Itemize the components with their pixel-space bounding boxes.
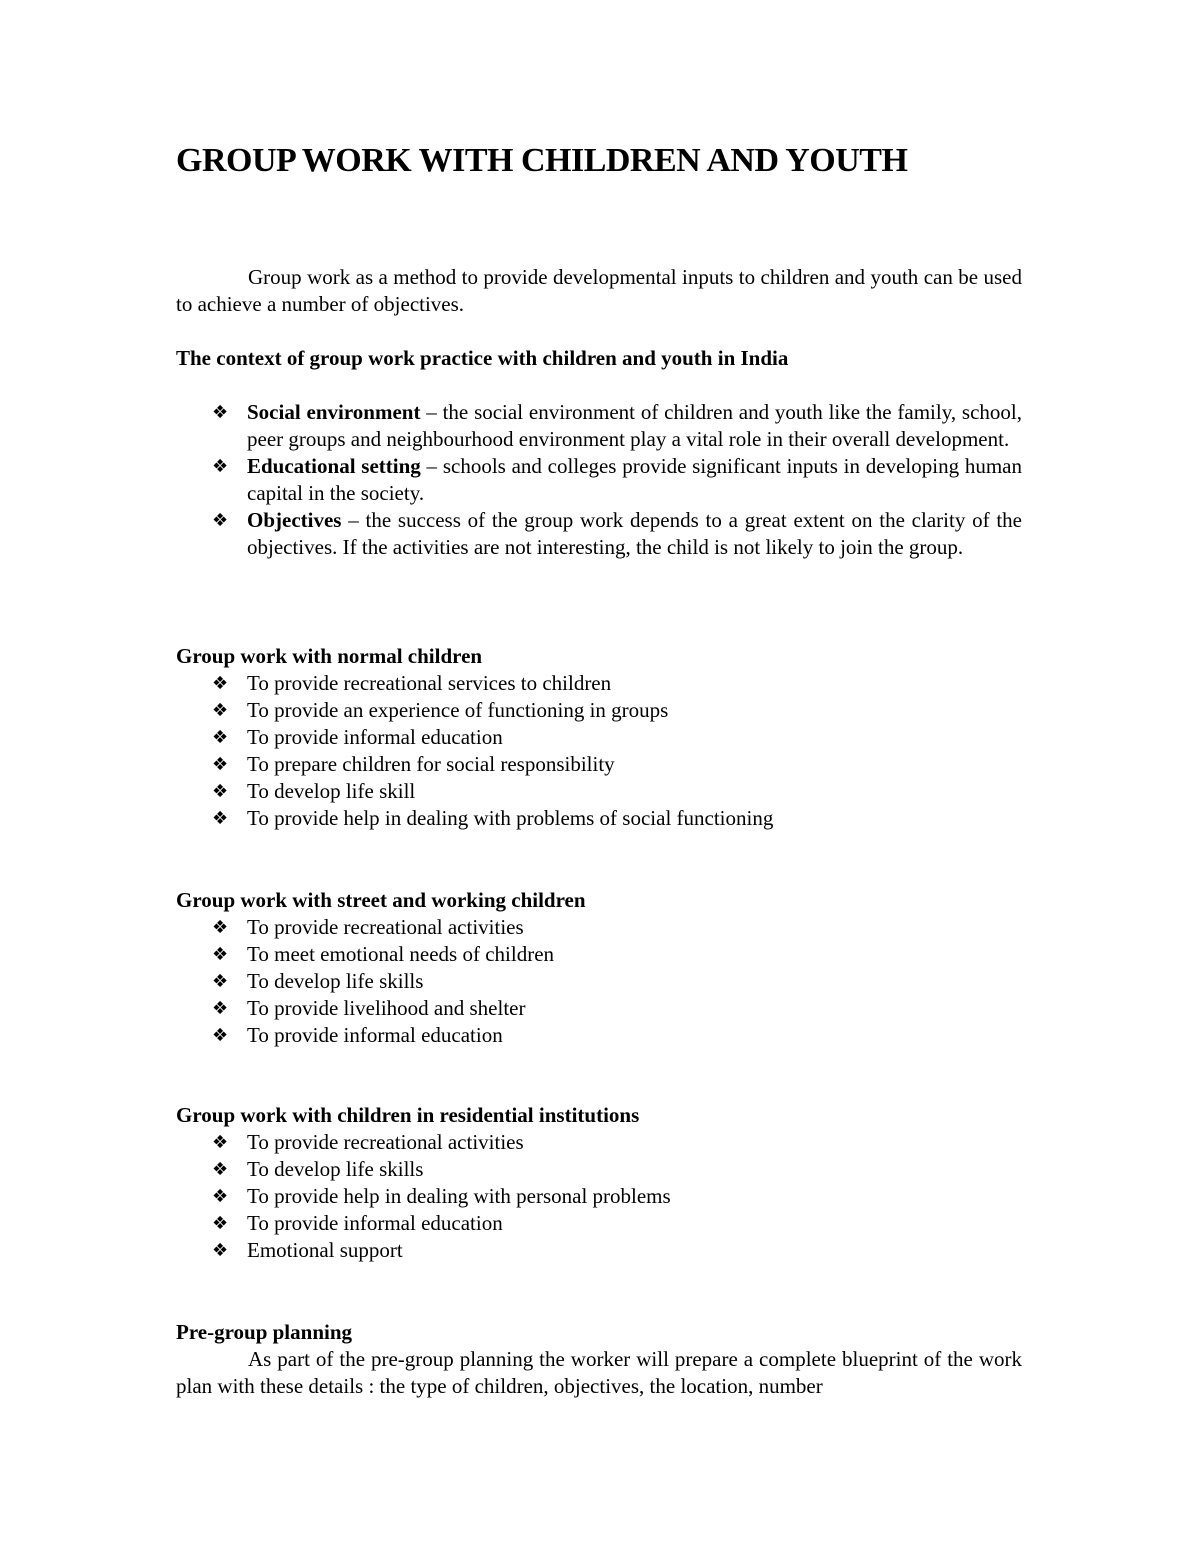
list-item (176, 697, 1022, 724)
residential-children-heading: Group work with children in residential institutions (176, 1103, 640, 1127)
bullet-diamond-icon: ❖ (212, 971, 229, 992)
list-item-text: – schools and colleges provide significant inputs in developing human capital in the society. (247, 454, 1022, 505)
normal-children-section (176, 643, 1022, 832)
context-heading: The context of group work practice with children and youth in India (176, 346, 789, 370)
context-section (176, 345, 1022, 561)
bullet-diamond-icon: ❖ (212, 917, 229, 938)
bullet-diamond-icon: ❖ (212, 673, 229, 694)
list-item (176, 751, 1022, 778)
list-item-term: Educational setting (247, 454, 421, 478)
bullet-diamond-icon: ❖ (212, 510, 229, 531)
bullet-diamond-icon: ❖ (212, 754, 229, 775)
list-item (176, 507, 1022, 561)
list-item-text: – the success of the group work depends to a great extent on the clarity of the objectives. If the activities are not interesting, the child is not likely to join the group. (247, 508, 1022, 559)
list-item (176, 1237, 1022, 1264)
list-item-text: To provide help in dealing with personal problems (247, 1184, 671, 1208)
bullet-diamond-icon: ❖ (212, 808, 229, 829)
list-item-text: To provide informal education (247, 725, 503, 749)
list-item-text: To provide recreational activities (247, 1130, 524, 1154)
bullet-diamond-icon: ❖ (212, 1025, 229, 1046)
intro-section (176, 264, 1022, 318)
list-item (176, 670, 1022, 697)
normal-children-list (176, 670, 1022, 832)
list-item (176, 995, 1022, 1022)
list-item-text: To develop life skills (247, 1157, 424, 1181)
list-item (176, 1183, 1022, 1210)
bullet-diamond-icon: ❖ (212, 781, 229, 802)
list-item (176, 914, 1022, 941)
street-children-list (176, 914, 1022, 1049)
list-item-text: To develop life skill (247, 779, 416, 803)
pre-group-planning-section (176, 1319, 1022, 1400)
bullet-diamond-icon: ❖ (212, 998, 229, 1019)
list-item (176, 453, 1022, 507)
list-item (176, 399, 1022, 453)
bullet-diamond-icon: ❖ (212, 1213, 229, 1234)
list-item (176, 1022, 1022, 1049)
list-item-text: To provide informal education (247, 1211, 503, 1235)
intro-paragraph: Group work as a method to provide developmental inputs to children and youth can be used to achieve a number of objectives. (176, 265, 1022, 316)
list-item-text: Emotional support (247, 1238, 403, 1262)
bullet-diamond-icon: ❖ (212, 944, 229, 965)
list-item-text: To provide informal education (247, 1023, 503, 1047)
list-item-text: To meet emotional needs of children (247, 942, 555, 966)
residential-children-list (176, 1129, 1022, 1264)
bullet-diamond-icon: ❖ (212, 1132, 229, 1153)
normal-children-heading: Group work with normal children (176, 644, 483, 668)
bullet-diamond-icon: ❖ (212, 1240, 229, 1261)
list-item-text: To provide recreational services to children (247, 671, 612, 695)
list-item (176, 1156, 1022, 1183)
list-item (176, 778, 1022, 805)
list-item (176, 941, 1022, 968)
bullet-diamond-icon: ❖ (212, 727, 229, 748)
list-item-text: To provide help in dealing with problems of social functioning (247, 806, 774, 830)
list-item-term: Social environment (247, 400, 421, 424)
list-item (176, 724, 1022, 751)
bullet-diamond-icon: ❖ (212, 456, 229, 477)
residential-children-section (176, 1102, 1022, 1264)
list-item-text: To provide livelihood and shelter (247, 996, 526, 1020)
street-children-heading: Group work with street and working children (176, 888, 586, 912)
list-item-text: To provide an experience of functioning in groups (247, 698, 669, 722)
bullet-diamond-icon: ❖ (212, 1186, 229, 1207)
list-item (176, 1129, 1022, 1156)
list-item-text: To prepare children for social responsibility (247, 752, 615, 776)
context-list (176, 399, 1022, 561)
list-item (176, 805, 1022, 832)
bullet-diamond-icon: ❖ (212, 700, 229, 721)
list-item-text: To develop life skills (247, 969, 424, 993)
page-title: GROUP WORK WITH CHILDREN AND YOUTH (176, 142, 908, 179)
street-children-section (176, 887, 1022, 1049)
list-item (176, 1210, 1022, 1237)
pre-group-planning-paragraph: As part of the pre-group planning the worker will prepare a complete blueprint of the work plan with these details : the type of children, objectives, the location, number (176, 1347, 1022, 1398)
bullet-diamond-icon: ❖ (212, 1159, 229, 1180)
pre-group-planning-heading: Pre-group planning (176, 1320, 353, 1344)
list-item-term: Objectives (247, 508, 342, 532)
list-item-text: – the social environment of children and youth like the family, school, peer groups and neighbourhood environment play a vital role in their overall development. (247, 400, 1022, 451)
list-item (176, 968, 1022, 995)
bullet-diamond-icon: ❖ (212, 402, 229, 423)
list-item-text: To provide recreational activities (247, 915, 524, 939)
